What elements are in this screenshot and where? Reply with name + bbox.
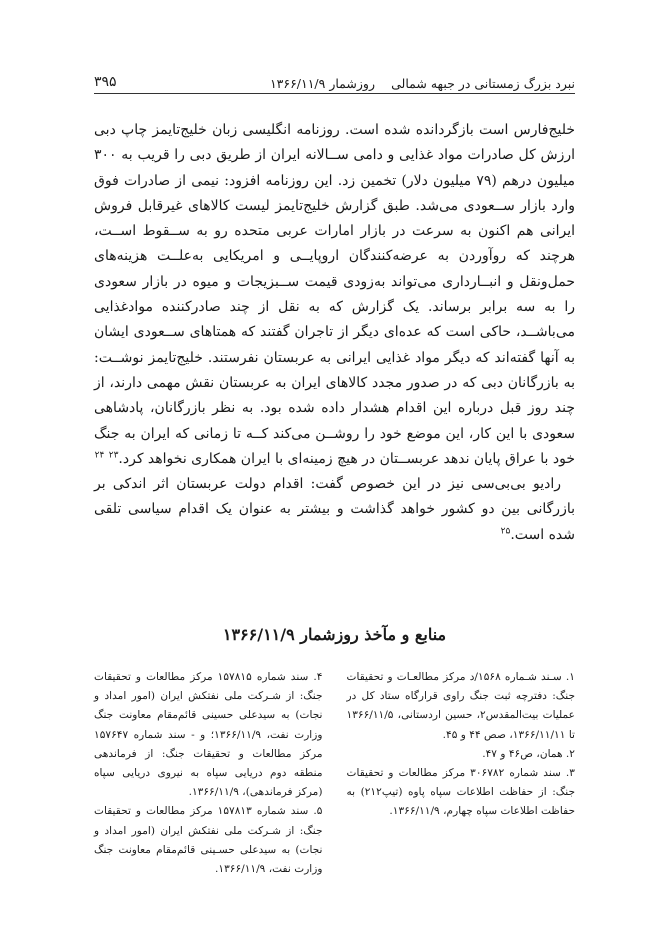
body-text (94, 118, 575, 548)
references-heading: منابع و مآخذ روزشمار ۱۳۶۶/۱۱/۹ (222, 625, 447, 644)
reference-item: ۵. سند شماره ۱۵۷۸۱۳ مرکز مطالعات و تحقیقات جنگ: از شـرکت ملی نفتکش ایران (امور امداد و نجات) به سیدعلی حسـینی قائم‌مقام معاونت جنگ وزارت نفت، ۱۳۶۶/۱۱/۹. (94, 805, 323, 876)
footnote-ref[interactable]: ۲۴ (94, 450, 105, 461)
references-list (94, 668, 575, 879)
paragraph-text: رادیو بی‌بی‌سی نیز در این خصوص گفت: اقدام دولت عربستان اثر اندکی بر بازرگانی بین دو کشور خواهد گذاشت و بیشتر به عنوان یک اقدام سیاسی تلقی شده است. (94, 476, 575, 543)
header-date-label: روزشمار ۱۳۶۶/۱۱/۹ (269, 76, 375, 91)
reference-item: ۳. سند شماره ۳۰۶۷۸۲ مرکز مطالعات و تحقیقات جنگ: از حفاظت اطلاعات سپاه پاوه (تیپ۲۱۲) به حفاظت اطلاعات سپاه چهارم، ۱۳۶۶/۱۱/۹. (346, 767, 575, 818)
body-paragraph (94, 118, 575, 472)
header-book-title: نبرد بزرگ زمستانی در جبهه شمالی (391, 76, 575, 91)
references-column-right (347, 668, 576, 879)
page-number: ۳۹۵ (94, 74, 117, 90)
reference-item: ۱. سـند شـماره ۱۵۶۸/د مرکز مطالعـات و تحقیقات جنگ: دفترچه ثبت جنگ راوی قرارگاه ستاد کل در عملیات بیت‌المقدس۲، حسین اردستانی، ۱۳۶۶/۱۱/۵ تا ۱۳۶۶/۱۱/۱۱، صص ۴۴ و ۴۵. (346, 671, 575, 741)
footnote-ref[interactable]: ۲۵ (500, 526, 511, 537)
footnote-ref[interactable]: ۲۳ (108, 450, 119, 461)
body-paragraph (94, 472, 575, 548)
reference-item: ۴. سند شماره ۱۵۷۸۱۵ مرکز مطالعات و تحقیقات جنگ: از شـرکت ملی نفتکش ایران (امور امداد و نجات) به سیدعلی حسینی قائم‌مقام معاونت جنگ وزارت نفت، ۱۳۶۶/۱۱/۹؛ و - سند شماره ۱۵۷۶۴۷ مرکز مطالعات و تحقیقات جنگ: از فرماندهی منطقه دوم دریایی سپاه به نیروی دریایی سپاه (مرکز فرماندهی)، ۱۳۶۶/۱۱/۹. (94, 671, 323, 799)
reference-item: ۲. همان، ص۴۶ و ۴۷. (482, 747, 575, 760)
references-column-left (94, 668, 323, 879)
header-divider (94, 93, 575, 94)
paragraph-text: خلیج‌فارس است بازگردانده شده است. روزنامه انگلیسی زبان خلیج‌تایمز چاپ دبی ارزش کل صادرات مواد غذایی و دامی ســالانه ایران از طریق دبی را قریب به ۳۰۰ میلیون درهم (۷۹ میلیون دلار) تخمین زد. این روزنامه افزود: نیمی از صادرات فوق وارد بازار ســعودی می‌شد. طبق گزارش خلیج‌تایمز لیست کالاهای غیرقابل فروش ایرانی هم اکنون به سرعت در بازار امارات عربی متحده رو به ســقوط اســت، هرچند که روآوردن به عرضه‌کنندگان اروپایــی و امریکایی به‌علــت هزینه‌های حمل‌ونقل و انبــارداری می‌تواند به‌زودی قیمت ســبزیجات و میوه در بازار سعودی را به سه برابر برساند. یک گزارش که به نقل از چند صادرکننده موادغذایی می‌باشــد، حاکی است که عده‌ای دیگر از تاجران گفتند که همتاهای ســعودی ایشان به آنها گفته‌اند که دیگر مواد غذایی ایرانی به عربستان نفرستند. خلیج‌تایمز نوشــت: به بازرگانان دبی که در صدور مجدد کالاهای ایران به عربستان نقش مهمی دارند، از چند روز قبل درباره این اقدام هشدار داده شده بود. به نظر بازرگانان، پادشاهی سعودی با این کار، این موضع خود را روشــن می‌کند کــه تا زمانی که ایران به جنگ خود با عراق پایان ندهد عربســتان در هیچ زمینه‌ای با ایران همکاری نخواهد کرد. (94, 122, 576, 467)
running-header (94, 72, 575, 94)
